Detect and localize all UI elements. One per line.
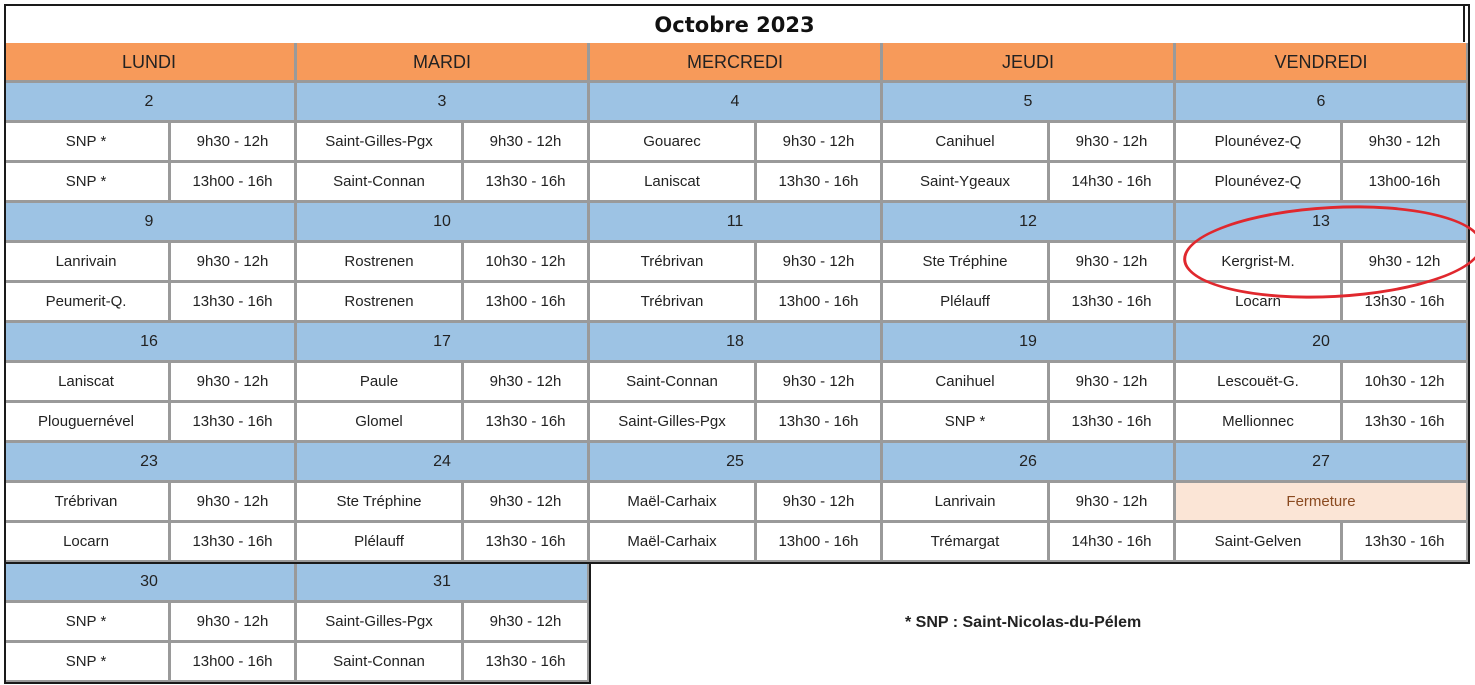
time-cell: 9h30 - 12h xyxy=(1343,243,1469,283)
location-cell: Paule xyxy=(297,363,464,403)
time-cell: 9h30 - 12h xyxy=(171,123,297,163)
location-cell: Ste Tréphine xyxy=(883,243,1050,283)
time-cell: 13h30 - 16h xyxy=(757,403,883,443)
location-cell: Maël-Carhaix xyxy=(590,483,757,523)
location-cell: Saint-Connan xyxy=(297,643,464,683)
date-cell: 16 xyxy=(4,323,297,363)
time-cell: 9h30 - 12h xyxy=(464,483,590,523)
time-cell: 13h30 - 16h xyxy=(757,163,883,203)
grid-left-border xyxy=(4,4,6,683)
location-cell: SNP * xyxy=(4,643,171,683)
time-cell: 13h00 - 16h xyxy=(757,523,883,563)
time-cell: 13h30 - 16h xyxy=(1343,403,1469,443)
time-cell: 9h30 - 12h xyxy=(171,243,297,283)
location-cell: Canihuel xyxy=(883,123,1050,163)
location-cell: Glomel xyxy=(297,403,464,443)
date-cell: 30 xyxy=(4,563,297,603)
date-cell: 27 xyxy=(1176,443,1469,483)
location-cell: Plouguernével xyxy=(4,403,171,443)
time-cell: 14h30 - 16h xyxy=(1050,163,1176,203)
location-cell: Laniscat xyxy=(4,363,171,403)
location-cell: SNP * xyxy=(4,123,171,163)
date-cell: 12 xyxy=(883,203,1176,243)
date-cell: 18 xyxy=(590,323,883,363)
time-cell: 13h30 - 16h xyxy=(464,643,590,683)
location-cell: Maël-Carhaix xyxy=(590,523,757,563)
time-cell: 10h30 - 12h xyxy=(1343,363,1469,403)
location-cell: SNP * xyxy=(883,403,1050,443)
date-cell: 3 xyxy=(297,83,590,123)
date-cell: 17 xyxy=(297,323,590,363)
date-cell: 13 xyxy=(1176,203,1469,243)
location-cell: Saint-Gelven xyxy=(1176,523,1343,563)
location-cell: Canihuel xyxy=(883,363,1050,403)
location-cell: SNP * xyxy=(4,603,171,643)
location-cell: Saint-Ygeaux xyxy=(883,163,1050,203)
time-cell: 9h30 - 12h xyxy=(464,123,590,163)
location-cell: Locarn xyxy=(1176,283,1343,323)
date-cell: 5 xyxy=(883,83,1176,123)
time-cell: 13h30 - 16h xyxy=(464,163,590,203)
location-cell: Lanrivain xyxy=(883,483,1050,523)
location-cell: SNP * xyxy=(4,163,171,203)
location-cell: Plounévez-Q xyxy=(1176,123,1343,163)
date-cell: 4 xyxy=(590,83,883,123)
calendar-title: Octobre 2023 xyxy=(4,4,1465,42)
location-cell: Lescouët-G. xyxy=(1176,363,1343,403)
date-cell: 19 xyxy=(883,323,1176,363)
location-cell: Plélauff xyxy=(883,283,1050,323)
date-cell: 31 xyxy=(297,563,590,603)
time-cell: 13h30 - 16h xyxy=(1343,283,1469,323)
location-cell: Ste Tréphine xyxy=(297,483,464,523)
time-cell: 9h30 - 12h xyxy=(1343,123,1469,163)
time-cell: 13h30 - 16h xyxy=(1343,523,1469,563)
time-cell: 13h30 - 16h xyxy=(1050,403,1176,443)
location-cell: Saint-Connan xyxy=(590,363,757,403)
location-cell: Trébrivan xyxy=(4,483,171,523)
location-cell: Trébrivan xyxy=(590,243,757,283)
date-cell: 2 xyxy=(4,83,297,123)
time-cell: 13h00 - 16h xyxy=(171,643,297,683)
date-cell: 20 xyxy=(1176,323,1469,363)
location-cell: Trébrivan xyxy=(590,283,757,323)
location-cell: Saint-Connan xyxy=(297,163,464,203)
day-header: JEUDI xyxy=(883,43,1176,83)
date-cell: 23 xyxy=(4,443,297,483)
time-cell: 14h30 - 16h xyxy=(1050,523,1176,563)
time-cell: 13h00 - 16h xyxy=(171,163,297,203)
day-header: LUNDI xyxy=(4,43,297,83)
time-cell: 13h00 - 16h xyxy=(757,283,883,323)
location-cell: Peumerit-Q. xyxy=(4,283,171,323)
date-cell: 10 xyxy=(297,203,590,243)
day-header: MARDI xyxy=(297,43,590,83)
day-header: VENDREDI xyxy=(1176,43,1469,83)
location-cell: Plélauff xyxy=(297,523,464,563)
location-cell: Saint-Gilles-Pgx xyxy=(297,603,464,643)
location-cell: Laniscat xyxy=(590,163,757,203)
location-cell: Lanrivain xyxy=(4,243,171,283)
location-cell: Saint-Gilles-Pgx xyxy=(590,403,757,443)
date-cell: 26 xyxy=(883,443,1176,483)
time-cell: 9h30 - 12h xyxy=(1050,483,1176,523)
time-cell: 9h30 - 12h xyxy=(757,363,883,403)
time-cell: 9h30 - 12h xyxy=(171,483,297,523)
time-cell: 9h30 - 12h xyxy=(757,243,883,283)
day-header: MERCREDI xyxy=(590,43,883,83)
location-cell: Rostrenen xyxy=(297,283,464,323)
location-cell: Gouarec xyxy=(590,123,757,163)
time-cell: 13h30 - 16h xyxy=(171,523,297,563)
location-cell: Mellionnec xyxy=(1176,403,1343,443)
time-cell: 13h30 - 16h xyxy=(464,523,590,563)
time-cell: 9h30 - 12h xyxy=(1050,243,1176,283)
time-cell: 9h30 - 12h xyxy=(757,483,883,523)
time-cell: 9h30 - 12h xyxy=(1050,123,1176,163)
date-cell: 24 xyxy=(297,443,590,483)
time-cell: 13h30 - 16h xyxy=(171,283,297,323)
time-cell: 9h30 - 12h xyxy=(1050,363,1176,403)
time-cell: 9h30 - 12h xyxy=(171,363,297,403)
time-cell: 13h30 - 16h xyxy=(171,403,297,443)
time-cell: 13h30 - 16h xyxy=(1050,283,1176,323)
location-cell: Plounévez-Q xyxy=(1176,163,1343,203)
time-cell: 13h00 - 16h xyxy=(464,283,590,323)
location-cell: Saint-Gilles-Pgx xyxy=(297,123,464,163)
time-cell: 9h30 - 12h xyxy=(464,363,590,403)
time-cell: 10h30 - 12h xyxy=(464,243,590,283)
closure-cell: Fermeture xyxy=(1176,483,1469,523)
time-cell: 9h30 - 12h xyxy=(171,603,297,643)
date-cell: 11 xyxy=(590,203,883,243)
location-cell: Trémargat xyxy=(883,523,1050,563)
date-cell: 9 xyxy=(4,203,297,243)
location-cell: Kergrist-M. xyxy=(1176,243,1343,283)
date-cell: 6 xyxy=(1176,83,1469,123)
time-cell: 9h30 - 12h xyxy=(757,123,883,163)
time-cell: 9h30 - 12h xyxy=(464,603,590,643)
time-cell: 13h30 - 16h xyxy=(464,403,590,443)
location-cell: Locarn xyxy=(4,523,171,563)
time-cell: 13h00-16h xyxy=(1343,163,1469,203)
location-cell: Rostrenen xyxy=(297,243,464,283)
footnote: * SNP : Saint-Nicolas-du-Pélem xyxy=(905,614,1142,631)
date-cell: 25 xyxy=(590,443,883,483)
